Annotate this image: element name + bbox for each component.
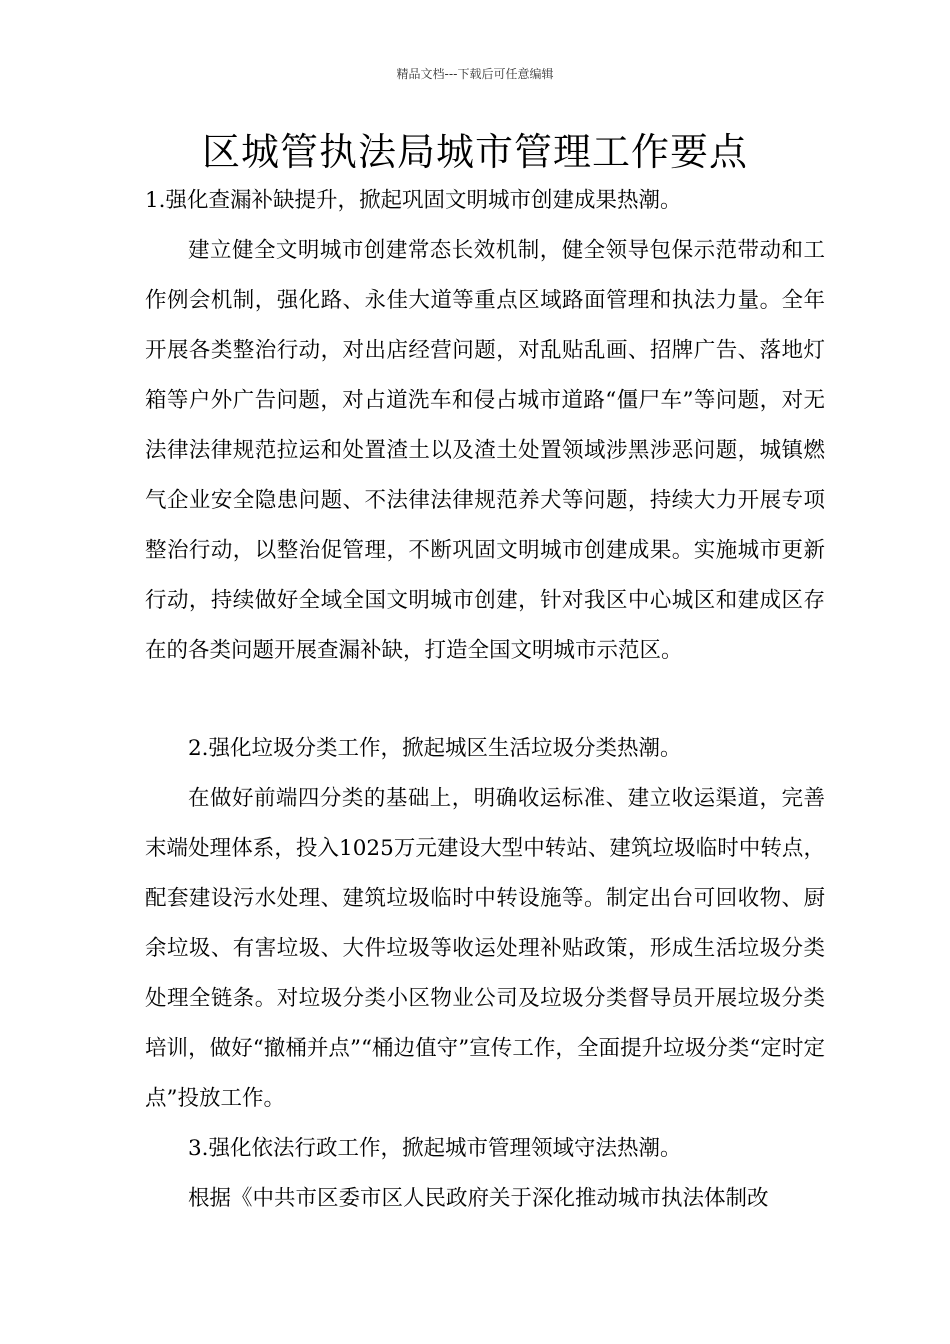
section-2-body: 在做好前端四分类的基础上，明确收运标准、建立收运渠道，完善末端处理体系，投入1025万元建设大型中转站、建筑垃圾临时中转点，配套建设污水处理、建筑垃圾临时中转设施等。制定出台可回收物、厨余垃圾、有害垃圾、大件垃圾等收运处理补贴政策，形成生活垃圾分类处理全链条。对垃圾分类小区物业公司及垃圾分类督导员开展垃圾分类培训，做好“撤桶并点”“桶边值守”宣传工作，全面提升垃圾分类“定时定点”投放工作。	[145, 786, 825, 1111]
header-note: 精品文档---下载后可任意编辑	[396, 67, 554, 81]
section-3-heading: 3.强化依法行政工作，掀起城市管理领域守法热潮。	[188, 1136, 682, 1161]
document-title: 区城管执法局城市管理工作要点	[201, 130, 748, 174]
section-3-body: 根据《中共市区委市区人民政府关于深化推动城市执法体制改	[188, 1186, 769, 1211]
section-2-heading: 2.强化垃圾分类工作，掀起城区生活垃圾分类热潮。	[188, 736, 682, 761]
section-2	[145, 724, 825, 1124]
section-1-heading: 1.强化查漏补缺提升，掀起巩固文明城市创建成果热潮。	[145, 188, 682, 213]
section-1-body: 建立健全文明城市创建常态长效机制，健全领导包保示范带动和工作例会机制，强化路、永佳大道等重点区域路面管理和执法力量。全年开展各类整治行动，对出店经营问题，对乱贴乱画、招牌广告、落地灯箱等户外广告问题，对占道洗车和侵占城市道路“僵尸车”等问题，对无法律法律规范拉运和处置渣土以及渣土处置领域涉黑涉恶问题，城镇燃气企业安全隐患问题、不法律法律规范养犬等问题，持续大力开展专项整治行动，以整治促管理，不断巩固文明城市创建成果。实施城市更新行动，持续做好全域全国文明城市创建，针对我区中心城区和建成区存在的各类问题开展查漏补缺，打造全国文明城市示范区。	[145, 238, 825, 663]
section-1	[145, 176, 825, 676]
section-3	[145, 1124, 825, 1224]
